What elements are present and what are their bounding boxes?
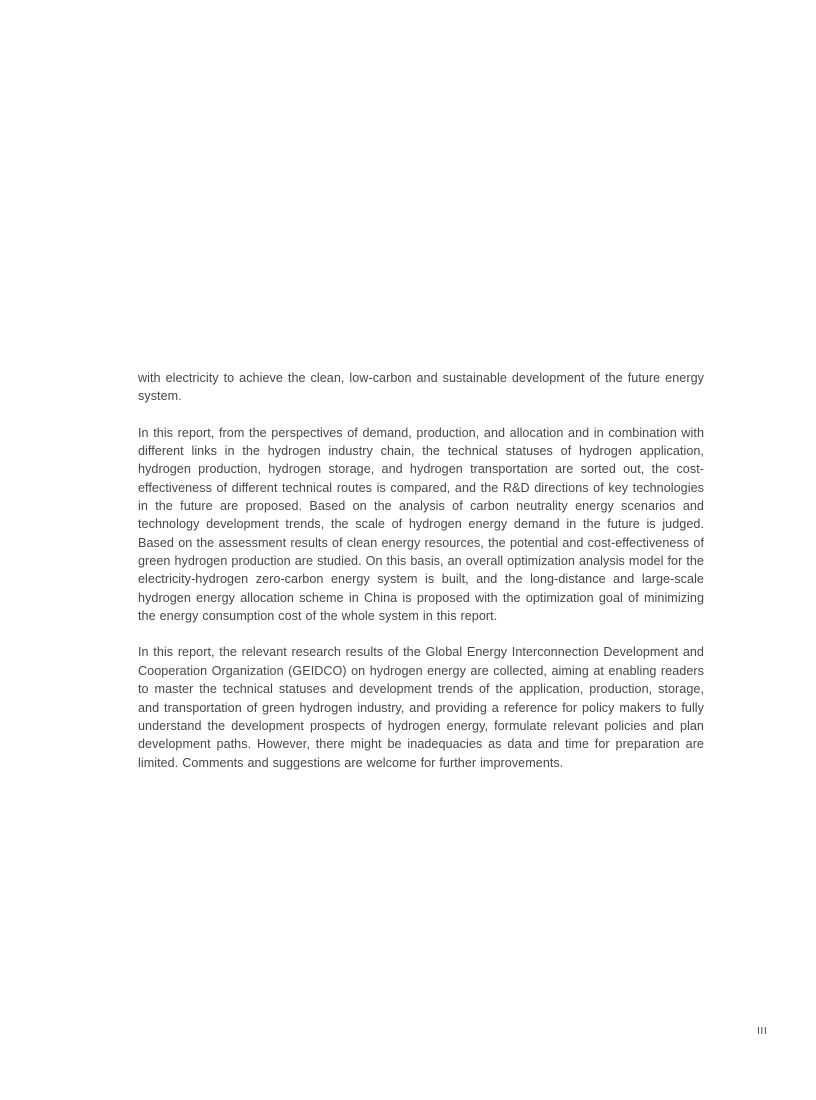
paragraph-report-purpose: In this report, the relevant research results of the Global Energy Interconnection Development and Cooperation Organization (GEIDCO) on hydrogen energy are collected, aiming at enabling readers to master the technical statuses and development trends of the application, production, storage, and transportation of green hydrogen industry, and providing a reference for policy makers to fully understand the development prospects of hydrogen energy, formulate relevant policies and plan development paths. However, there might be inadequacies as data and time for preparation are limited. Comments and suggestions are welcome for further improvements.: [138, 645, 704, 770]
paragraph-continuation: with electricity to achieve the clean, low-carbon and sustainable development of the future energy system.: [138, 371, 704, 404]
paragraph-report-overview: In this report, from the perspectives of demand, production, and allocation and in combination with different links in the hydrogen industry chain, the technical statuses of hydrogen application, hydrogen production, hydrogen storage, and hydrogen transportation are sorted out, the cost-effectiveness of different technical routes is compared, and the R&D directions of key technologies in the future are proposed. Based on the analysis of carbon neutrality energy scenarios and technology development trends, the scale of hydrogen energy demand in the future is judged. Based on the assessment results of clean energy resources, the potential and cost-effectiveness of green hydrogen production are studied. On this basis, an overall optimization analysis model for the electricity-hydrogen zero-carbon energy system is built, and the long-distance and large-scale hydrogen energy allocation scheme in China is proposed with the optimization goal of minimizing the energy consumption cost of the whole system in this report.: [138, 425, 704, 624]
page-number: III: [757, 1025, 768, 1037]
body-text-block: [138, 369, 704, 772]
